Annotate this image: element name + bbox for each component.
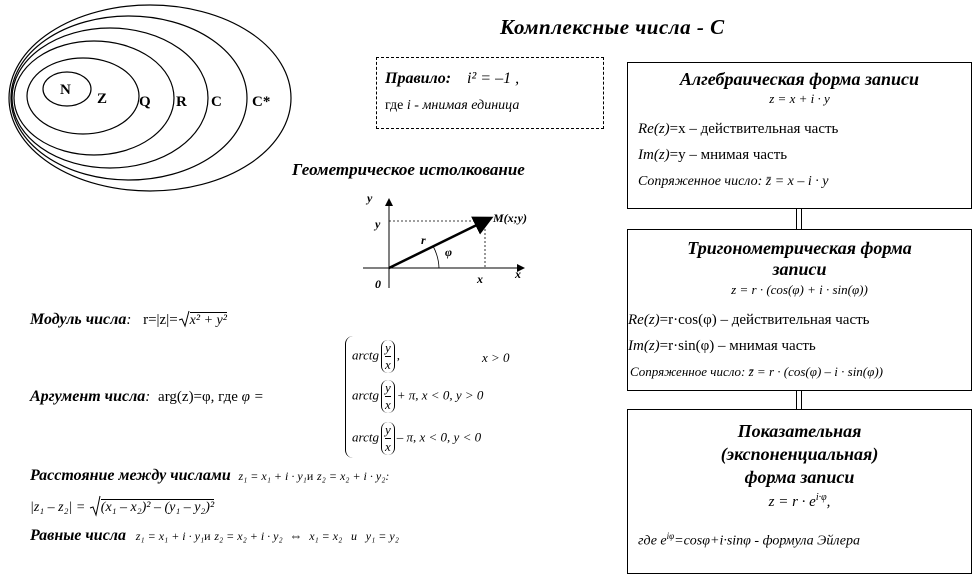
rule-note-prefix: где: [385, 98, 407, 113]
case-3-func: arctg: [352, 429, 379, 445]
radius-label: r: [421, 233, 426, 247]
axis-y-label: y: [367, 191, 373, 205]
algebraic-re-line: [638, 121, 838, 138]
exponential-euler-exp: iφ: [666, 531, 675, 541]
exponential-title-line3: форма записи: [744, 467, 855, 487]
point-label: M(x;y): [493, 211, 527, 225]
page-title: Комплексные числа - С: [500, 15, 725, 39]
exponential-title-line2: (экспоненциальная): [720, 444, 879, 464]
exponential-title-line1: Показательная: [737, 421, 862, 441]
trigonometric-title-line2: записи: [772, 259, 827, 279]
distance-formula-rhs: (x₁ – x₂)² – (y₁ – y₂)²: [100, 500, 215, 515]
case-1-den: x: [384, 357, 391, 372]
distance-formula-lhs: |z₁ – z₂| =: [30, 500, 86, 515]
trigonometric-im-line: [628, 338, 816, 355]
modulus-radicand: x² + y²: [189, 313, 227, 328]
set-ellipse-z: [27, 58, 139, 134]
argument-label: Аргумент числа: [30, 388, 146, 405]
set-label-z: Z: [97, 91, 108, 107]
case-3-tail: – π, x < 0, y < 0: [396, 429, 482, 445]
rule-formula: i² = –1 ,: [467, 70, 520, 87]
case-1-num: y: [384, 340, 391, 355]
algebraic-im-text: =y – мнимая часть: [669, 147, 788, 163]
sqrt-sign-icon: [178, 310, 190, 328]
modulus-line: [30, 310, 227, 329]
distance-line: [30, 467, 389, 485]
distance-formula: [30, 495, 214, 517]
set-label-r: R: [176, 94, 187, 110]
set-label-c: C: [211, 94, 222, 110]
trigonometric-re-line: [628, 312, 870, 329]
rule-note-text: - мнимая единица: [410, 98, 520, 113]
equal-line: [30, 527, 399, 545]
argument-lhs: arg(z)=φ, где: [158, 389, 242, 405]
case-2-den: x: [384, 397, 391, 412]
trigonometric-re-text: =r·cos(φ) – действительная часть: [659, 312, 870, 328]
connector-trig-exp: [796, 391, 802, 409]
exponential-euler-line: [638, 531, 860, 550]
case-2-func: arctg: [352, 387, 379, 403]
angle-arc: [433, 246, 439, 268]
angle-label: φ: [445, 245, 453, 259]
case-1-tail: ,: [396, 347, 400, 363]
case-2-tail: + π, x < 0, y > 0: [396, 387, 484, 403]
set-label-n: N: [60, 82, 71, 98]
trigonometric-im-text: =r·sin(φ) – мнимая часть: [659, 338, 816, 354]
geometric-title: Геометрическое истолкование: [292, 160, 525, 179]
algebraic-conj-label: Сопряженное число:: [638, 174, 763, 189]
equal-z1: z₁ = x₁ + i · y₁: [135, 529, 205, 543]
distance-and: и: [306, 469, 314, 483]
equal-iff: ⇔: [289, 528, 303, 543]
algebraic-im-label: Im(z): [638, 147, 670, 163]
algebraic-form-box: [627, 62, 972, 209]
algebraic-re-text: =x – действительная часть: [669, 121, 839, 137]
equal-label: Равные числа: [30, 527, 127, 544]
trigonometric-form-box: [627, 229, 972, 391]
case-3-den: x: [384, 439, 391, 454]
exponential-form-box: [627, 409, 972, 574]
number-sets-diagram: [4, 2, 304, 197]
equal-and2: и: [351, 529, 358, 543]
distance-label: Расстояние между числами: [30, 467, 231, 484]
trigonometric-conj-formula: z̄ = r · (cos(φ) – i · sin(φ)): [748, 364, 883, 379]
case-1-func: arctg: [352, 347, 379, 363]
case-3-fraction: [381, 422, 395, 455]
sqrt-sign-icon: [89, 495, 101, 517]
rule-note-var: i: [406, 98, 411, 113]
algebraic-title: Алгебраическая форма записи: [679, 69, 920, 89]
equal-cond1: x₁ = x₂: [309, 529, 343, 543]
exponential-formula-exp: i·φ: [815, 492, 827, 503]
case-2-num: y: [384, 380, 391, 395]
exponential-formula-line: [628, 492, 971, 511]
rule-box: [376, 57, 604, 129]
algebraic-conj-line: [638, 174, 828, 190]
modulus-label: Модуль числа: [30, 311, 127, 328]
geometric-diagram: [355, 188, 535, 298]
argument-phi: φ =: [241, 389, 264, 405]
trigonometric-im-label: Im(z): [628, 338, 660, 354]
set-label-q: Q: [139, 94, 151, 110]
equal-cond2: y₁ = y₂: [365, 529, 399, 543]
tick-x-label: x: [477, 272, 483, 286]
algebraic-formula: z = x + i · y: [769, 91, 830, 106]
argument-case-1: [352, 340, 510, 373]
trigonometric-conj-label: Сопряженное число:: [630, 364, 746, 379]
algebraic-conj-formula: z̄ = x – i · y: [765, 174, 829, 189]
argument-case-2: [352, 380, 483, 413]
trigonometric-title-line1: Тригонометрическая форма: [687, 238, 912, 258]
set-label-cstar: C*: [252, 94, 271, 110]
algebraic-re-label: Re(z): [638, 121, 670, 137]
case-1-cond: x > 0: [482, 350, 510, 365]
modulus-sep: :: [126, 312, 132, 328]
exponential-euler-text: =cosφ+i·sinφ - формула Эйлера: [674, 533, 861, 549]
modulus-lhs: r=|z|=: [143, 312, 178, 328]
exponential-formula: z = r · e: [768, 494, 816, 510]
connector-alg-trig: [796, 209, 802, 229]
trigonometric-formula: z = r · (cos(φ) + i · sin(φ)): [731, 282, 868, 297]
origin-label: 0: [375, 277, 381, 291]
equal-and: и: [204, 529, 211, 543]
distance-z2: z₂ = x₂ + i · y₂:: [317, 469, 390, 483]
argument-case-3: [352, 422, 481, 455]
argument-line: [30, 388, 264, 406]
trigonometric-re-label: Re(z): [628, 312, 660, 328]
tick-y-label: y: [375, 217, 381, 231]
case-3-num: y: [384, 422, 391, 437]
trigonometric-conj-line: [630, 364, 883, 380]
exponential-euler-prefix: где e: [638, 533, 667, 549]
argument-sep: :: [145, 389, 151, 405]
axis-x-label: x: [515, 267, 521, 281]
rule-label: Правило:: [385, 70, 452, 87]
distance-z1: z₁ = x₁ + i · y₁: [238, 469, 307, 483]
radius-vector: [389, 219, 489, 268]
algebraic-im-line: [638, 147, 787, 164]
exponential-formula-tail: ,: [826, 494, 831, 510]
case-2-fraction: [381, 380, 395, 413]
case-1-fraction: [381, 340, 395, 373]
equal-z2: z₂ = x₂ + i · y₂: [214, 529, 283, 543]
